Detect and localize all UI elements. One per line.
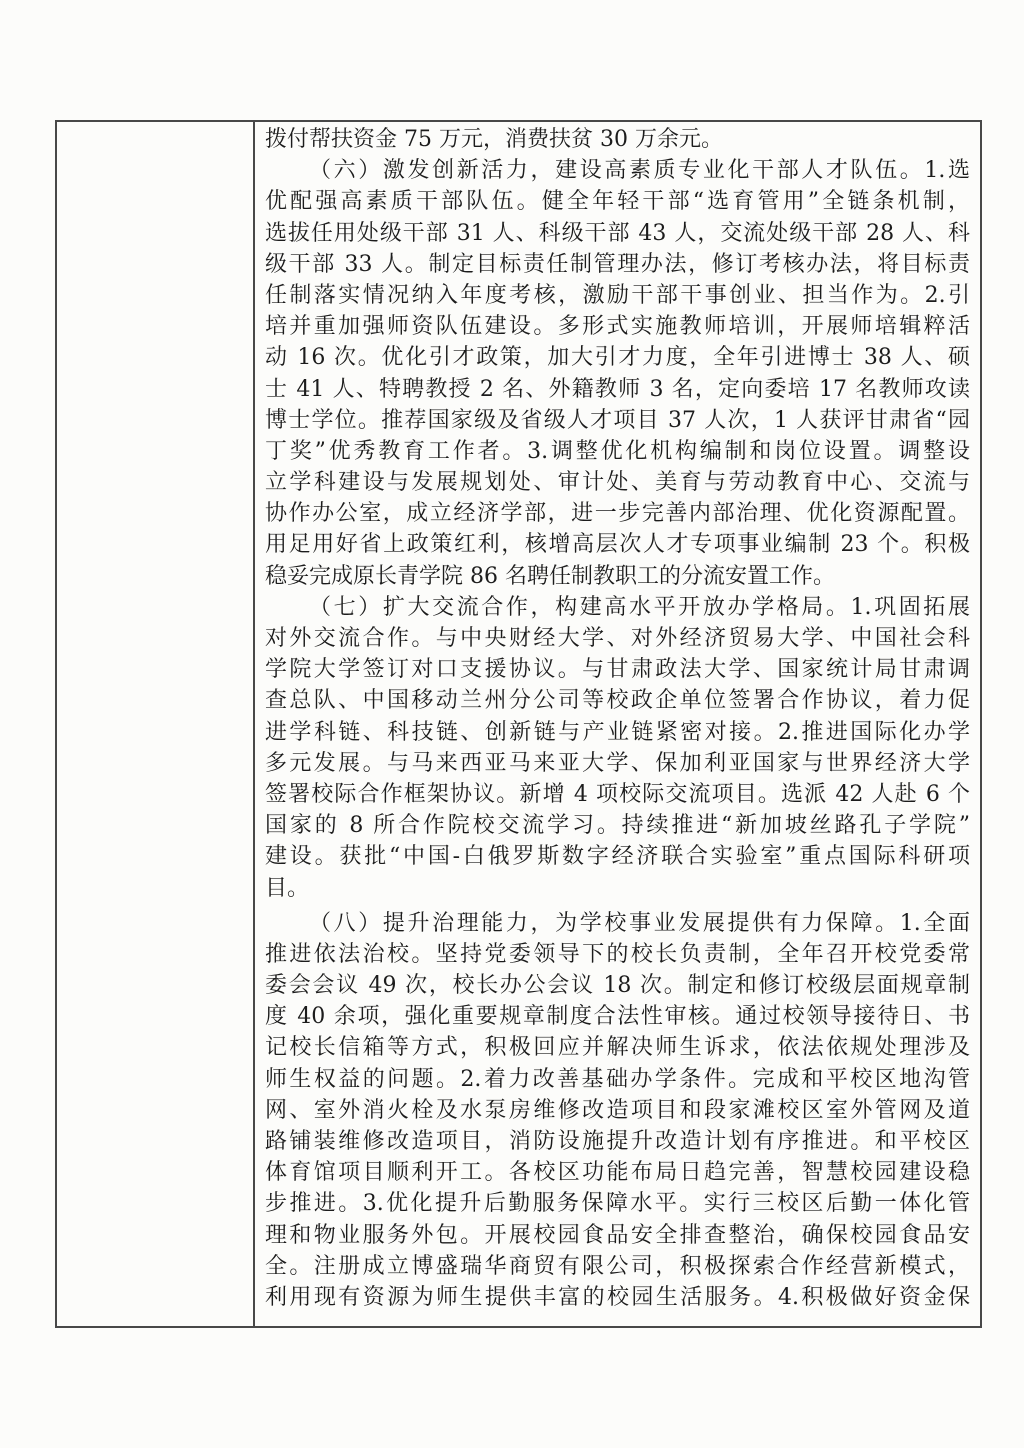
text-line: 签署校际合作框架协议。新增 4 项校际交流项目。选派 42 人赴 6 个	[265, 781, 970, 807]
text-line: 委会会议 49 次，校长办公会议 18 次。制定和修订校级层面规章制	[265, 973, 970, 999]
text-line: 用足用好省上政策红利，核增高层次人才专项事业编制 23 个。积极	[265, 532, 970, 558]
text-line: 动 16 次。优化引才政策，加大引才力度，全年引进博士 38 人、硕	[265, 345, 970, 371]
text-line: 查总队、中国移动兰州分公司等校政企单位签署合作协议，着力促	[265, 688, 970, 714]
text-line: 网、室外消火栓及水泵房维修改造项目和段家滩校区室外管网及道	[265, 1097, 970, 1123]
text-line: 级干部 33 人。制定目标责任制管理办法，修订考核办法，将目标责	[265, 251, 970, 277]
text-line: 利用现有资源为师生提供丰富的校园生活服务。4.积极做好资金保	[265, 1284, 970, 1310]
text-line: 士 41 人、特聘教授 2 名、外籍教师 3 名，定向委培 17 名教师攻读	[265, 376, 970, 402]
text-line: 培并重加强师资队伍建设。多形式实施教师培训，开展师培辑粹活	[265, 314, 970, 340]
text-line: 对外交流合作。与中央财经大学、对外经济贸易大学、中国社会科	[265, 626, 970, 651]
right-cell-content	[255, 122, 980, 1326]
text-line: 协作办公室，成立经济学部，进一步完善内部治理、优化资源配置。	[265, 501, 970, 527]
text-line: 进学科链、科技链、创新链与产业链紧密对接。2.推进国际化办学	[265, 719, 970, 745]
text-line: 选拔任用处级干部 31 人、科级干部 43 人，交流处级干部 28 人、科	[265, 220, 970, 246]
text-line: 路铺装维修改造项目，消防设施提升改造计划有序推进。和平校区	[265, 1129, 970, 1154]
section-heading-line: （六）激发创新活力，建设高素质专业化干部人才队伍。1.选	[309, 158, 970, 184]
section-heading-line: （七）扩大交流合作，构建高水平开放办学格局。1.巩固拓展	[309, 594, 970, 620]
paragraph-section-7	[265, 592, 970, 904]
paragraph-section-6	[265, 155, 970, 592]
text-line: 丁奖”优秀教育工作者。3.调整优化机构编制和岗位设置。调整设	[265, 438, 970, 464]
text-line: 度 40 余项，强化重要规章制度合法性审核。通过校领导接待日、书	[265, 1004, 970, 1030]
text-line: 国家的 8 所合作院校交流学习。持续推进“新加坡丝路孔子学院”	[265, 813, 970, 839]
text-line: 多元发展。与马来西亚马来亚大学、保加利亚国家与世界经济大学	[265, 750, 970, 776]
text-line: 记校长信箱等方式，积极回应并解决师生诉求，依法依规处理涉及	[265, 1035, 970, 1061]
text-line: 体育馆项目顺利开工。各校区功能布局日趋完善，智慧校园建设稳	[265, 1160, 970, 1186]
text-line: 建设。获批“中国-白俄罗斯数字经济联合实验室”重点国际科研项	[265, 844, 970, 870]
text-line: 优配强高素质干部队伍。健全年轻干部“选育管用”全链条机制，	[265, 189, 970, 215]
text-line: 立学科建设与发展规划处、审计处、美育与劳动教育中心、交流与	[265, 470, 970, 496]
paragraph-continuation	[265, 124, 970, 155]
text-line: 全。注册成立博盛瑞华商贸有限公司，积极探索合作经营新模式，	[265, 1253, 970, 1279]
text-line: 理和物业服务外包。开展校园食品安全排查整治，确保校园食品安	[265, 1222, 970, 1248]
text-line: 稳妥完成原长青学院 86 名聘任制教职工的分流安置工作。	[265, 563, 835, 589]
text-line: 博士学位。推荐国家级及省级人才项目 37 人次，1 人获评甘肃省“园	[265, 407, 970, 433]
document-table	[55, 120, 982, 1328]
text-line: 步推进。3.优化提升后勤服务保障水平。实行三校区后勤一体化管	[265, 1191, 970, 1217]
text-line: 目。	[265, 875, 310, 901]
text-line: 拨付帮扶资金 75 万元，消费扶贫 30 万余元。	[265, 127, 723, 152]
text-line: 任制落实情况纳入年度考核，激励干部干事创业、担当作为。2.引	[265, 282, 970, 308]
left-cell	[57, 122, 255, 1326]
text-line: 学院大学签订对口支援协议。与甘肃政法大学、国家统计局甘肃调	[265, 657, 970, 683]
text-line: 师生权益的问题。2.着力改善基础办学条件。完成和平校区地沟管	[265, 1066, 970, 1092]
section-heading-line: （八）提升治理能力，为学校事业发展提供有力保障。1.全面	[309, 910, 970, 936]
text-line: 推进依法治校。坚持党委领导下的校长负责制，全年召开校党委常	[265, 941, 970, 967]
paragraph-section-8	[265, 908, 970, 1313]
